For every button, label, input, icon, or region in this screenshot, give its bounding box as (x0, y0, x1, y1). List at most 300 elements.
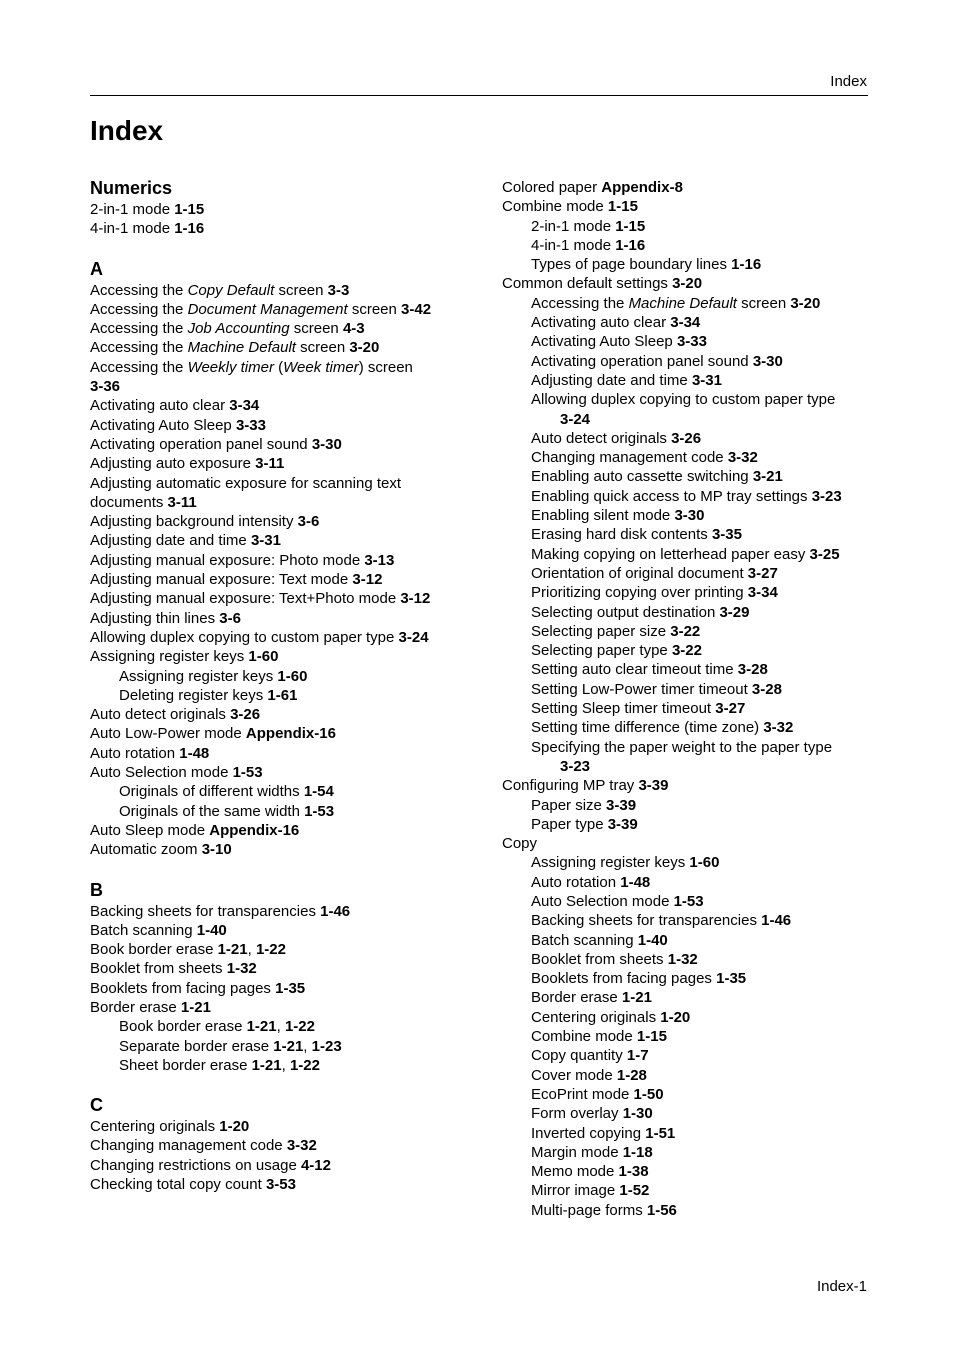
entry-text: Checking total copy count (90, 1176, 266, 1194)
page-reference: 3-30 (311, 435, 342, 453)
page-reference: 1-60 (689, 854, 720, 872)
entry-text: Adjusting auto exposure (90, 455, 256, 473)
page-reference: 1-60 (277, 667, 308, 685)
index-subentry (90, 667, 470, 686)
entry-text: screen (289, 320, 343, 338)
index-entry (502, 776, 882, 795)
page-number: Index-1 (816, 1278, 867, 1295)
page-reference: 3-29 (719, 603, 750, 621)
entry-text: Booklet from sheets (90, 960, 227, 978)
index-subentry (502, 1104, 882, 1123)
page-reference: 3-31 (250, 532, 281, 550)
entry-text: Enabling silent mode (531, 507, 675, 525)
page-reference: 3-11 (167, 493, 197, 511)
page-reference: 3-3 (327, 281, 350, 299)
screen-name: Job Accounting (187, 320, 290, 338)
index-entry (90, 705, 470, 724)
page-reference: 3-30 (674, 507, 705, 525)
page-reference: 1-16 (615, 236, 646, 254)
entry-text: Adjusting manual exposure: Text+Photo mode (90, 590, 401, 608)
page-reference: 1-53 (304, 802, 335, 820)
entry-text: Colored paper (502, 179, 602, 196)
index-entry (90, 570, 470, 589)
index-subentry (502, 641, 882, 660)
entry-text: Originals of different widths (119, 783, 304, 801)
entry-continuation (502, 757, 882, 776)
entry-text: Centering originals (90, 1118, 220, 1136)
entry-text: Booklet from sheets (531, 950, 668, 968)
page-reference: 3-27 (747, 564, 778, 582)
screen-name: Machine Default (187, 339, 296, 357)
entry-text: Enabling quick access to MP tray settings (531, 487, 812, 505)
index-entry (90, 998, 470, 1017)
page-reference: 4-3 (342, 320, 365, 338)
screen-name: Weekly timer (187, 358, 274, 376)
page-reference: 3-34 (229, 397, 260, 415)
page-reference: 3-32 (727, 449, 758, 467)
page-reference: 3-12 (400, 590, 431, 608)
page-reference: 1-7 (626, 1047, 649, 1065)
index-entry (90, 628, 470, 647)
page-reference: 1-21 (273, 1037, 304, 1055)
entry-text: Activating Auto Sleep (90, 416, 236, 434)
entry-text: Originals of the same width (119, 802, 305, 820)
index-entry (90, 512, 470, 531)
page-reference: 3-34 (670, 314, 701, 332)
entry-text: , (281, 1056, 290, 1074)
page-reference: 1-18 (622, 1143, 653, 1161)
entry-text: Batch scanning (90, 921, 197, 939)
entry-text: Copy (502, 835, 538, 853)
index-subentry (502, 931, 882, 950)
page-reference: 1-21 (180, 998, 211, 1016)
index-entry (90, 1117, 470, 1136)
index-entry (90, 647, 470, 666)
page-reference: Appendix-16 (245, 725, 336, 743)
index-subentry (502, 236, 882, 255)
entry-text: screen (295, 339, 350, 357)
entry-text: Allowing duplex copying to custom paper type (90, 628, 399, 646)
page-reference: 3-32 (763, 719, 794, 737)
page-reference: 1-20 (660, 1008, 691, 1026)
screen-name: Document Management (187, 300, 348, 318)
page-reference: 1-38 (618, 1163, 649, 1181)
page-reference: 1-50 (633, 1085, 664, 1103)
entry-text: Common default settings (502, 275, 673, 293)
page-reference: 3-24 (398, 628, 429, 646)
entry-text: Auto Selection mode (531, 892, 674, 910)
entry-text: Combine mode (531, 1028, 637, 1046)
index-entry (90, 200, 470, 219)
page-reference: 3-35 (711, 526, 742, 544)
page-reference: 3-28 (751, 680, 782, 698)
index-entry (90, 724, 470, 743)
index-subentry (502, 217, 882, 236)
page-reference: 1-22 (284, 1018, 315, 1036)
entry-text: Activating auto clear (90, 397, 230, 415)
index-subentry (502, 1143, 882, 1162)
index-subentry (502, 448, 882, 467)
page-reference: 3-31 (691, 371, 722, 389)
index-subentry (502, 660, 882, 679)
entry-text: Accessing the (90, 300, 188, 318)
entry-text: Assigning register keys (90, 648, 249, 666)
entry-text: Backing sheets for transparencies (531, 912, 762, 930)
page-reference: 3-39 (607, 815, 638, 833)
page-reference: 1-53 (232, 764, 263, 782)
entry-text: Adjusting thin lines (90, 609, 220, 627)
section-heading: A (90, 258, 103, 279)
entry-text: Adjusting date and time (531, 371, 692, 389)
entry-text: Allowing duplex copying to custom paper type (531, 391, 836, 409)
index-subentry (502, 294, 882, 313)
page-reference: 1-54 (303, 783, 334, 801)
page-reference: 3-11 (255, 455, 285, 473)
page-reference: 3-26 (671, 429, 702, 447)
index-subentry (502, 371, 882, 390)
entry-text: Auto Selection mode (90, 764, 233, 782)
index-subentry (502, 390, 882, 429)
page-reference: 1-20 (219, 1118, 250, 1136)
page-reference: 1-21 (217, 941, 248, 959)
entry-text: Adjusting automatic exposure for scanning text (90, 474, 402, 492)
index-subentry (502, 1124, 882, 1143)
index-subentry (502, 911, 882, 930)
index-entry (90, 979, 470, 998)
page-reference: 1-16 (731, 256, 762, 274)
entry-text: Border erase (531, 989, 622, 1007)
index-entry (502, 197, 882, 216)
entry-text: , (276, 1018, 285, 1036)
index-entry (90, 940, 470, 959)
index-subentry (90, 686, 470, 705)
entry-text: Selecting paper size (531, 622, 671, 640)
entry-text: Form overlay (531, 1105, 623, 1123)
index-subentry (90, 1056, 470, 1075)
entry-continuation (90, 493, 470, 512)
section-heading: B (90, 879, 103, 900)
entry-text: Auto Low-Power mode (90, 725, 246, 743)
index-subentry (502, 1027, 882, 1046)
entry-text: Specifying the paper weight to the paper type (531, 738, 833, 756)
page-reference: Appendix-16 (209, 821, 300, 839)
entry-text: Auto detect originals (90, 706, 231, 724)
index-subentry (502, 603, 882, 622)
index-entry (90, 416, 470, 435)
index-subentry (90, 1017, 470, 1036)
page-reference: 1-46 (761, 912, 792, 930)
page-reference: 3-53 (265, 1176, 296, 1194)
index-entry (90, 744, 470, 763)
index-entry (90, 763, 470, 782)
index-subentry (502, 352, 882, 371)
index-entry (90, 281, 470, 300)
entry-text: , (247, 941, 256, 959)
index-subentry (502, 1201, 882, 1220)
index-entry (90, 358, 470, 397)
entry-text: Changing restrictions on usage (90, 1156, 301, 1174)
entry-text: Centering originals (531, 1008, 661, 1026)
page-reference: Appendix-8 (601, 179, 683, 196)
page-reference: 1-40 (637, 931, 668, 949)
screen-name: Machine Default (628, 294, 737, 312)
index-subentry (502, 525, 882, 544)
entry-text: Paper type (531, 815, 608, 833)
index-entry (90, 219, 470, 238)
index-subentry (502, 583, 882, 602)
index-subentry (90, 1037, 470, 1056)
page-reference: 3-39 (606, 796, 637, 814)
page-reference: 1-40 (196, 921, 227, 939)
index-entry (90, 921, 470, 940)
index-subentry (502, 680, 882, 699)
entry-text: Accessing the (531, 294, 629, 312)
entry-text: Accessing the (90, 358, 188, 376)
entry-text: Types of page boundary lines (531, 256, 732, 274)
index-entry (90, 300, 470, 319)
entry-text: Memo mode (531, 1163, 619, 1181)
index-entry (90, 454, 470, 473)
entry-text: Combine mode (502, 198, 608, 216)
index-subentry (502, 950, 882, 969)
index-subentry (502, 853, 882, 872)
entry-text: Assigning register keys (119, 667, 278, 685)
entry-text: Auto Sleep mode (90, 821, 210, 839)
entry-text: 2-in-1 mode (90, 201, 175, 218)
page-reference: 1-22 (255, 941, 286, 959)
entry-text: Erasing hard disk contents (531, 526, 712, 544)
entry-text: Book border erase (119, 1018, 247, 1036)
page-reference: 1-61 (267, 686, 298, 704)
index-subentry (502, 892, 882, 911)
page-reference: 3-24 (560, 410, 591, 428)
entry-text: Deleting register keys (119, 686, 268, 704)
entry-text: Adjusting manual exposure: Text mode (90, 571, 353, 589)
index-entry (502, 178, 882, 197)
page-reference: 1-60 (248, 648, 279, 666)
entry-text: Book border erase (90, 941, 218, 959)
entry-text: Border erase (90, 998, 181, 1016)
index-entry (90, 319, 470, 338)
page-reference: 3-33 (676, 333, 707, 351)
index-subentry (502, 545, 882, 564)
entry-text: Batch scanning (531, 931, 638, 949)
index-column-right (502, 178, 882, 1220)
entry-text: screen (274, 281, 328, 299)
entry-text: Setting Low-Power timer timeout (531, 680, 752, 698)
index-subentry (502, 718, 882, 737)
index-subentry (502, 699, 882, 718)
index-column-left (90, 176, 470, 1194)
page-reference: 3-30 (752, 352, 783, 370)
entry-text: Booklets from facing pages (531, 970, 717, 988)
index-subentry (502, 1046, 882, 1065)
page-reference: 1-52 (619, 1182, 650, 1200)
index-entry (90, 474, 470, 513)
page-reference: 1-28 (616, 1066, 647, 1084)
entry-text: , (303, 1037, 312, 1055)
index-subentry (502, 1008, 882, 1027)
index-subentry (502, 988, 882, 1007)
page-reference: 1-35 (716, 970, 747, 988)
section-heading: Numerics (90, 178, 173, 198)
page-reference: 3-28 (737, 661, 768, 679)
index-entry (90, 396, 470, 415)
entry-text: Prioritizing copying over printing (531, 584, 748, 602)
index-entry (90, 959, 470, 978)
index-entry (90, 1136, 470, 1155)
page-reference: 1-35 (275, 979, 306, 997)
page-reference: 3-25 (809, 545, 840, 563)
page-reference: 1-16 (174, 220, 205, 238)
page-reference: 4-12 (300, 1156, 331, 1174)
page-reference: 3-22 (670, 622, 701, 640)
entry-text: Auto detect originals (531, 429, 672, 447)
index-subentry (90, 782, 470, 801)
page-reference: 3-42 (401, 300, 432, 318)
entry-text: ( (273, 358, 284, 376)
entry-text: Cover mode (531, 1066, 617, 1084)
entry-text: 2-in-1 mode (531, 217, 616, 235)
index-subentry (502, 622, 882, 641)
entry-text: Automatic zoom (90, 841, 202, 859)
page-reference: 1-15 (174, 201, 205, 218)
entry-text: Assigning register keys (531, 854, 690, 872)
entry-text: Activating Auto Sleep (531, 333, 677, 351)
entry-text: ) screen (358, 358, 413, 376)
entry-text: Adjusting manual exposure: Photo mode (90, 551, 365, 569)
index-subentry (502, 969, 882, 988)
page-reference: 1-46 (320, 902, 351, 920)
page-reference: 1-32 (667, 950, 698, 968)
entry-text: Activating operation panel sound (531, 352, 753, 370)
entry-text: Orientation of original document (531, 564, 748, 582)
entry-continuation (90, 377, 470, 396)
index-subentry (502, 467, 882, 486)
index-subentry (90, 802, 470, 821)
page-reference: 1-15 (607, 198, 638, 216)
index-subentry (502, 796, 882, 815)
entry-text: Setting auto clear timeout time (531, 661, 738, 679)
page-reference: 3-27 (715, 700, 746, 718)
section-heading: C (90, 1095, 103, 1116)
index-subentry (502, 1181, 882, 1200)
page-reference: 3-6 (219, 609, 241, 627)
page-reference: 3-26 (230, 706, 261, 724)
entry-text: Booklets from facing pages (90, 979, 276, 997)
entry-text: Accessing the (90, 339, 188, 357)
page-reference: 3-20 (672, 275, 703, 293)
index-subentry (502, 1162, 882, 1181)
index-subentry (502, 313, 882, 332)
entry-text: 4-in-1 mode (90, 220, 175, 238)
page-reference: 1-21 (246, 1018, 277, 1036)
index-subentry (502, 815, 882, 834)
index-entry (90, 1156, 470, 1175)
page-reference: 3-36 (90, 378, 121, 396)
index-subentry (502, 564, 882, 583)
page-reference: 1-51 (645, 1124, 676, 1142)
entry-text: Margin mode (531, 1143, 623, 1161)
entry-text: EcoPrint mode (531, 1085, 634, 1103)
entry-text: Separate border erase (119, 1037, 274, 1055)
page-reference: 3-21 (752, 468, 783, 486)
page-reference: 1-21 (621, 989, 652, 1007)
page-reference: 1-22 (289, 1056, 320, 1074)
page-reference: 1-23 (311, 1037, 342, 1055)
index-subentry (502, 487, 882, 506)
entry-text: Setting time difference (time zone) (531, 719, 764, 737)
entry-text: Auto rotation (90, 744, 180, 762)
page-reference: 1-56 (646, 1201, 677, 1219)
entry-text: screen (736, 294, 791, 312)
entry-text: Changing management code (531, 449, 728, 467)
entry-text: 4-in-1 mode (531, 236, 616, 254)
header-rule (90, 95, 868, 96)
index-entry (90, 589, 470, 608)
index-subentry (502, 429, 882, 448)
entry-text: Configuring MP tray (502, 777, 639, 795)
entry-text: Selecting paper type (531, 642, 672, 660)
entry-text: Sheet border erase (119, 1056, 252, 1074)
page-reference: 1-30 (622, 1105, 653, 1123)
page-reference: 3-23 (811, 487, 842, 505)
index-entry (502, 834, 882, 853)
entry-text: Multi-page forms (531, 1201, 647, 1219)
page-title: Index (90, 115, 164, 146)
index-subentry (502, 332, 882, 351)
index-entry (90, 840, 470, 859)
page-reference: 3-33 (235, 416, 266, 434)
entry-text: Making copying on letterhead paper easy (531, 545, 810, 563)
entry-text: Setting Sleep timer timeout (531, 700, 716, 718)
entry-text: Auto rotation (531, 873, 621, 891)
index-subentry (502, 1085, 882, 1104)
index-subentry (502, 738, 882, 777)
entry-text: Copy quantity (531, 1047, 627, 1065)
page-reference: 3-22 (671, 642, 702, 660)
page-reference: 3-20 (790, 294, 821, 312)
index-subentry (502, 255, 882, 274)
page-reference: 3-10 (201, 841, 232, 859)
page-reference: 3-20 (349, 339, 380, 357)
entry-text: Activating auto clear (531, 314, 671, 332)
page-reference: 3-6 (297, 513, 320, 531)
entry-text: Paper size (531, 796, 607, 814)
index-entry (90, 1175, 470, 1194)
index-entry (90, 435, 470, 454)
index-entry (90, 338, 470, 357)
page-reference: 3-39 (638, 777, 669, 795)
entry-text: Enabling auto cassette switching (531, 468, 753, 486)
index-subentry (502, 506, 882, 525)
index-entry (90, 821, 470, 840)
entry-text: Mirror image (531, 1182, 620, 1200)
page-reference: 3-34 (747, 584, 778, 602)
index-entry (90, 551, 470, 570)
page-reference: 3-13 (364, 551, 395, 569)
entry-text: Selecting output destination (531, 603, 720, 621)
entry-text: Backing sheets for transparencies (90, 902, 321, 920)
page-reference: 1-53 (673, 892, 704, 910)
running-head: Index (830, 73, 867, 90)
page-reference: 1-15 (615, 217, 646, 235)
page-reference: 1-32 (226, 960, 257, 978)
screen-name: Week timer (283, 358, 359, 376)
page-reference: 1-48 (179, 744, 210, 762)
entry-text: Changing management code (90, 1137, 287, 1155)
page-reference: 3-32 (286, 1137, 317, 1155)
